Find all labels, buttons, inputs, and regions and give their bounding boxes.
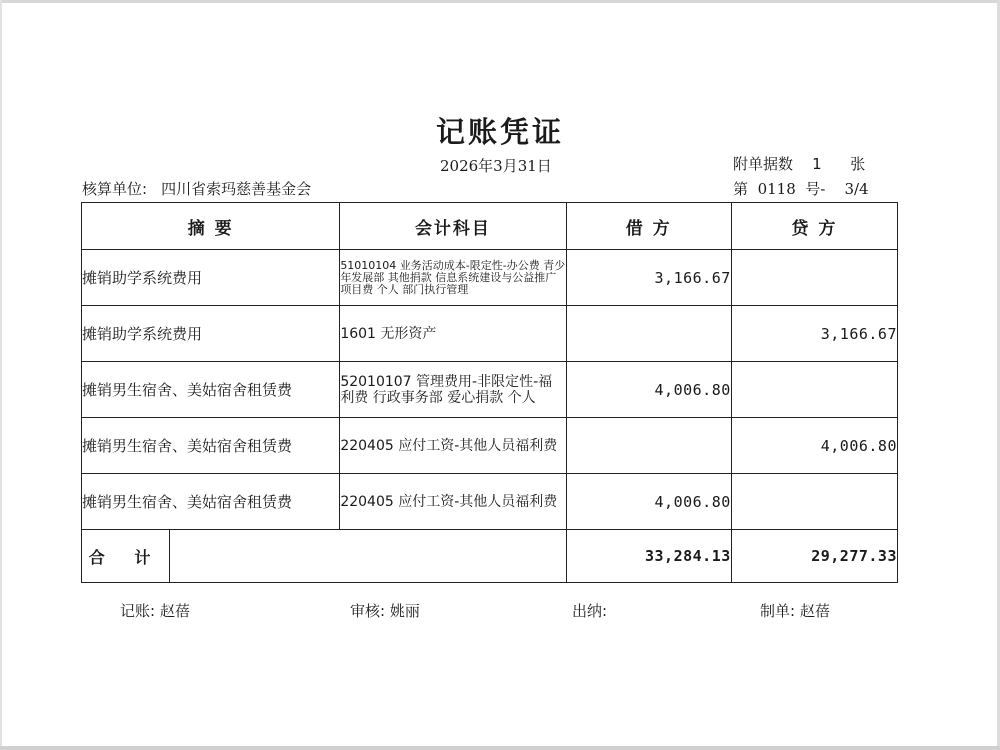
attachments-label: 附单据数: [733, 155, 794, 173]
scan-edge-top: [0, 0, 1000, 3]
col-header-credit: 贷 方: [731, 203, 897, 250]
voucher-prefix: 第: [733, 180, 749, 198]
col-header-summary: 摘 要: [82, 203, 340, 250]
attachments-count: 1: [812, 155, 822, 173]
col-header-debit: 借 方: [566, 203, 731, 250]
row-debit: 4,006.80: [566, 474, 731, 530]
row-summary: 摊销男生宿舍、美姑宿舍租赁费: [82, 362, 340, 418]
total-blank-cell: [170, 530, 566, 583]
row-summary: 摊销男生宿舍、美姑宿舍租赁费: [82, 418, 340, 474]
total-debit: 33,284.13: [566, 530, 731, 583]
total-row: [82, 530, 898, 583]
voucher-date: 2026年3月31日: [440, 157, 552, 175]
row-account: 52010107 管理费用-非限定性-福利费 行政事务部 爱心捐款 个人: [340, 362, 566, 418]
row-account: 220405 应付工资-其他人员福利费: [340, 474, 566, 530]
total-credit: 29,277.33: [731, 530, 897, 583]
row-debit: [566, 418, 731, 474]
total-label: 合 计: [82, 530, 170, 583]
row-summary: 摊销助学系统费用: [82, 306, 340, 362]
preparer-signature: 制单: 赵蓓: [760, 602, 830, 620]
reviewer-signature: 审核: 姚丽: [350, 602, 420, 620]
row-credit: [731, 474, 897, 530]
table-row: [82, 474, 898, 530]
unit-name: 四川省索玛慈善基金会: [161, 180, 312, 198]
row-summary: 摊销男生宿舍、美姑宿舍租赁费: [82, 474, 340, 530]
attachments-info: [733, 153, 865, 174]
table-row: [82, 362, 898, 418]
col-header-account: 会计科目: [340, 203, 566, 250]
cashier-signature: 出纳:: [572, 602, 608, 620]
voucher-suffix: 号-: [805, 180, 826, 198]
row-credit: 3,166.67: [731, 306, 897, 362]
row-account: 220405 应付工资-其他人员福利费: [340, 418, 566, 474]
table-row: [82, 418, 898, 474]
row-credit: [731, 362, 897, 418]
attachments-unit: 张: [850, 155, 866, 173]
voucher-number: 0118: [757, 180, 796, 198]
scan-edge-bottom: [0, 746, 1000, 750]
voucher-page: 3/4: [844, 180, 869, 198]
voucher-number-info: [733, 178, 869, 199]
voucher-table: [81, 202, 898, 583]
row-summary: 摊销助学系统费用: [82, 250, 340, 306]
unit-label: 核算单位:: [82, 180, 148, 198]
bookkeeper-signature: 记账: 赵蓓: [120, 602, 190, 620]
row-debit: 4,006.80: [566, 362, 731, 418]
row-debit: [566, 306, 731, 362]
voucher-title: 记账凭证: [435, 115, 564, 149]
table-row: [82, 306, 898, 362]
accounting-unit: [82, 178, 325, 199]
row-credit: [731, 250, 897, 306]
row-credit: 4,006.80: [731, 418, 897, 474]
row-account: 51010104 业务活动成本-限定性-办公费 青少年发展部 其他捐款 信息系统建设与公益推广 项目费 个人 部门执行管理: [340, 250, 566, 306]
table-header-row: [82, 203, 898, 250]
row-account: 1601 无形资产: [340, 306, 566, 362]
table-row: [82, 250, 898, 306]
row-debit: 3,166.67: [566, 250, 731, 306]
